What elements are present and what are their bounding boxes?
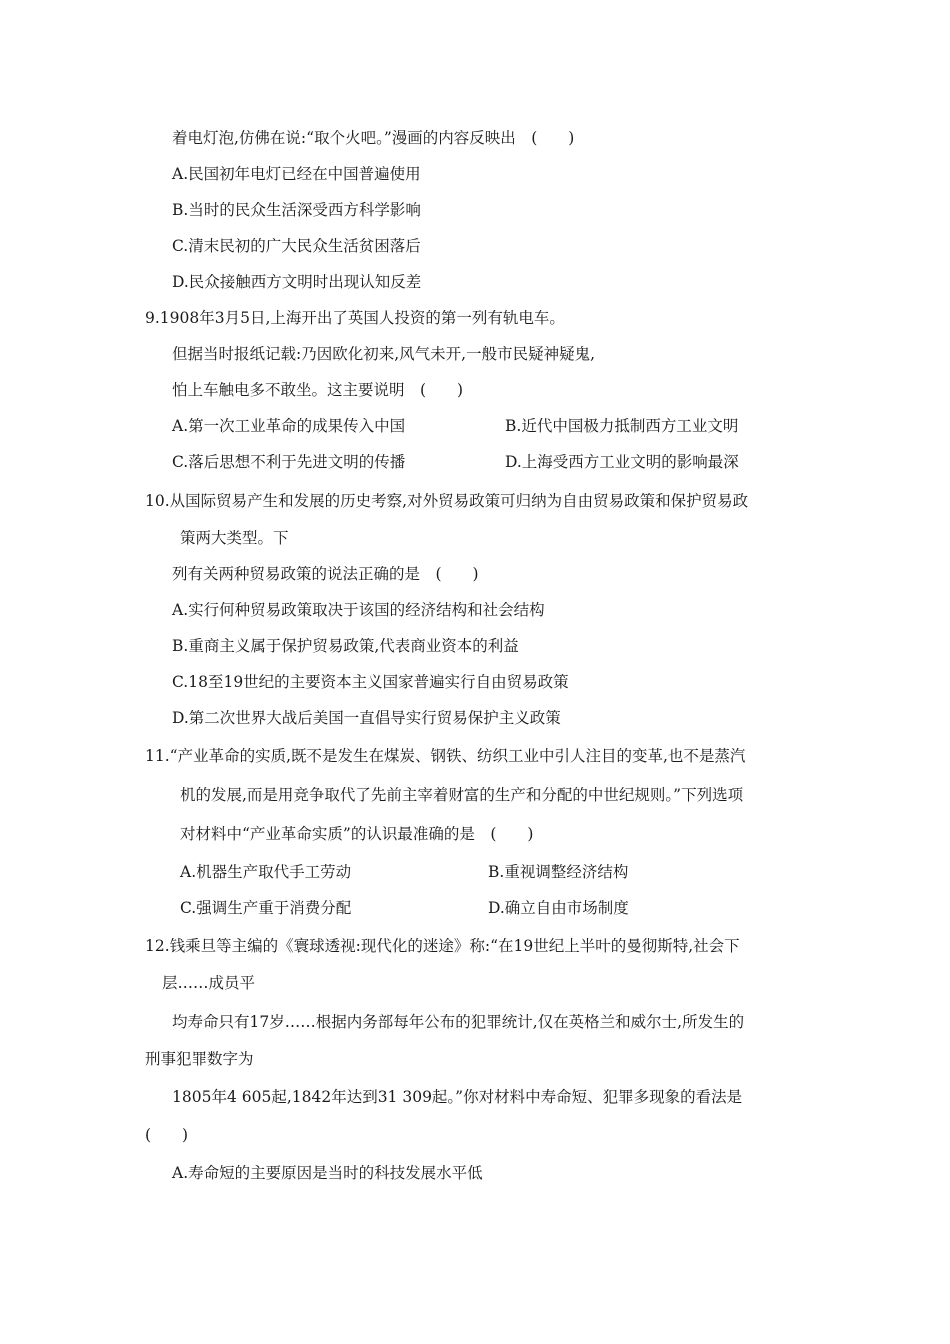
q9-stem-line-3: 怕上车触电多不敢坐。这主要说明 ( ) xyxy=(172,381,464,399)
q12-stem: 12.钱乘旦等主编的《寰球透视:现代化的迷途》称:“在19世纪上半叶的曼彻斯特,社会下 xyxy=(145,937,740,955)
q8-option-b: B.当时的民众生活深受西方科学影响 xyxy=(172,201,421,219)
q12-stem-line-3: 均寿命只有17岁……根据内务部每年公布的犯罪统计,仅在英格兰和威尔士,所发生的 xyxy=(172,1013,745,1031)
q11-option-d: D.确立自由市场制度 xyxy=(488,899,629,917)
q11-stem-line-2: 机的发展,而是用竞争取代了先前主宰着财富的生产和分配的中世纪规则。”下列选项 xyxy=(180,786,744,804)
q9-option-a: A.第一次工业革命的成果传入中国 xyxy=(172,417,406,435)
q10-option-d: D.第二次世界大战后美国一直倡导实行贸易保护主义政策 xyxy=(172,709,561,727)
q10-stem-line-3: 列有关两种贸易政策的说法正确的是 ( ) xyxy=(172,565,479,583)
q11-stem: 11.“产业革命的实质,既不是发生在煤炭、钢铁、纺织工业中引人注目的变革,也不是蒸汽 xyxy=(145,747,746,765)
q8-option-c: C.清末民初的广大民众生活贫困落后 xyxy=(172,237,421,255)
q9-stem-line-2: 但据当时报纸记载:乃因欧化初来,风气未开,一般市民疑神疑鬼, xyxy=(172,345,596,363)
q11-option-c: C.强调生产重于消费分配 xyxy=(180,899,352,917)
q11-option-a: A.机器生产取代手工劳动 xyxy=(180,863,352,881)
q10-option-c: C.18至19世纪的主要资本主义国家普遍实行自由贸易政策 xyxy=(172,673,569,691)
q9-option-d: D.上海受西方工业文明的影响最深 xyxy=(505,453,739,471)
q11-stem-line-3: 对材料中“产业革命实质”的认识最准确的是 ( ) xyxy=(180,825,534,843)
q10-option-a: A.实行何种贸易政策取决于该国的经济结构和社会结构 xyxy=(172,601,545,619)
q9-stem: 9.1908年3月5日,上海开出了英国人投资的第一列有轨电车。 xyxy=(145,309,565,327)
q11-option-b: B.重视调整经济结构 xyxy=(488,863,629,881)
q12-stem-line-5: 1805年4 605起,1842年达到31 309起。”你对材料中寿命短、犯罪多现象的看法是 xyxy=(172,1088,743,1106)
q10-option-b: B.重商主义属于保护贸易政策,代表商业资本的利益 xyxy=(172,637,519,655)
q10-stem: 10.从国际贸易产生和发展的历史考察,对外贸易政策可归纳为自由贸易政策和保护贸易政 xyxy=(145,492,749,510)
q12-stem-line-4: 刑事犯罪数字为 xyxy=(145,1050,254,1068)
q9-option-b: B.近代中国极力抵制西方工业文明 xyxy=(505,417,739,435)
q12-answer-bracket: ( ) xyxy=(145,1126,189,1144)
q10-stem-line-2: 策两大类型。下 xyxy=(180,529,289,547)
q12-stem-line-2: 层……成员平 xyxy=(162,974,256,992)
q8-option-a: A.民国初年电灯已经在中国普遍使用 xyxy=(172,165,421,183)
q8-option-d: D.民众接触西方文明时出现认知反差 xyxy=(172,273,422,291)
q8-stem-continuation: 着电灯泡,仿佛在说:“取个火吧。”漫画的内容反映出 ( ) xyxy=(172,129,575,147)
q9-option-c: C.落后思想不利于先进文明的传播 xyxy=(172,453,406,471)
q12-option-a: A.寿命短的主要原因是当时的科技发展水平低 xyxy=(172,1164,483,1182)
